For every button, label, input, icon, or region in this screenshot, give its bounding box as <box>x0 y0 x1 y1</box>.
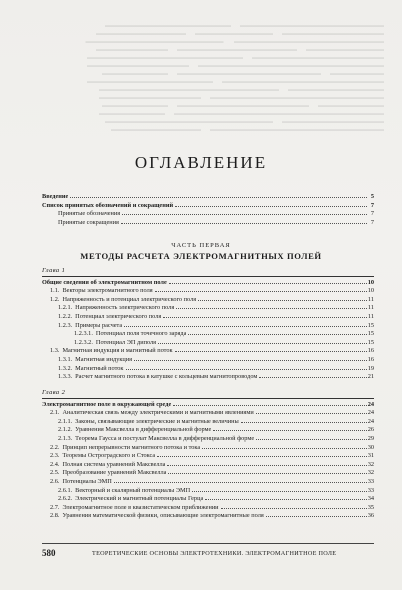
toc-entry-title: Введение <box>42 193 69 200</box>
dot-leader <box>175 351 367 352</box>
toc-entry-page: 15 <box>367 338 374 346</box>
toc-entry[interactable] <box>42 444 374 453</box>
dot-leader <box>221 508 367 509</box>
toc-entry-number: 2.1.3. <box>58 434 73 442</box>
toc-entry-page: 10 <box>367 278 374 286</box>
toc-entry-title: Уравнения Максвелла в дифференциальной форме <box>75 426 212 434</box>
toc-entry-title: Законы, связывающие электрические и магнитные величины <box>75 417 239 425</box>
dot-leader <box>175 206 367 207</box>
toc-entry-title: Потенциалы ЭМП <box>62 477 112 485</box>
page-number: 580 <box>42 548 56 558</box>
toc-entry-page: 26 <box>367 426 374 434</box>
toc-entry-title: Общие сведения об электромагнитном поле <box>42 278 167 286</box>
dot-leader <box>157 456 366 457</box>
toc-entry-title: Аналитическая связь между электрическими и магнитными явлениями <box>62 409 254 417</box>
toc-entry-number: 1.1. <box>50 287 60 295</box>
toc-entry-title: Принятые обозначения <box>58 210 121 218</box>
dot-leader <box>122 214 367 215</box>
toc-entry-title: Преобразование уравнений Максвелла <box>62 469 167 477</box>
toc-entry-page: 24 <box>367 400 374 408</box>
dot-leader <box>198 300 367 301</box>
toc-chapter-2 <box>42 389 374 521</box>
toc-entry[interactable] <box>42 202 374 211</box>
toc-entry-title: Потенциал ЭП диполя <box>95 338 157 346</box>
toc-entry-title: Напряженность электрического поля <box>75 304 175 312</box>
dot-leader <box>121 223 367 224</box>
toc-entry-page: 5 <box>370 193 374 200</box>
toc-entry-number: 1.3.2. <box>58 364 73 372</box>
toc-entry[interactable] <box>42 418 374 427</box>
toc-entry-number: 1.2.1. <box>58 304 73 312</box>
toc-entry-page: 30 <box>367 443 374 451</box>
toc-entry-page: 24 <box>367 417 374 425</box>
dot-leader <box>126 369 367 370</box>
toc-entry[interactable] <box>42 409 374 418</box>
dot-leader <box>168 473 366 474</box>
dot-leader <box>70 197 367 198</box>
toc-entry-page: 24 <box>367 409 374 417</box>
toc-entry[interactable] <box>42 279 374 288</box>
toc-entry-page: 35 <box>367 503 374 511</box>
chapter-label: Глава 1 <box>42 267 374 277</box>
dot-leader <box>134 360 367 361</box>
toc-entry-number: 1.3. <box>50 347 60 355</box>
toc-entry-title: Магнитная индукция <box>75 355 133 363</box>
toc-entry-page: 36 <box>367 512 374 520</box>
toc-entry[interactable] <box>42 426 374 435</box>
toc-entry[interactable] <box>42 219 374 228</box>
toc-entry[interactable] <box>42 452 374 461</box>
toc-entry[interactable] <box>42 435 374 444</box>
chapter-label: Глава 2 <box>42 389 374 399</box>
toc-entry-page: 16 <box>367 347 374 355</box>
toc-entry-page: 10 <box>367 287 374 295</box>
toc-entry-title: Принцип непрерывности магнитного потока и тока <box>62 443 201 451</box>
toc-entry-title: Потенциал электрического поля <box>75 312 162 320</box>
toc-entry-number: 2.6.2. <box>58 495 73 503</box>
dot-leader <box>114 482 367 483</box>
toc-entry-number: 2.1. <box>50 409 60 417</box>
toc-entry-title: Принятые сокращения <box>58 218 119 226</box>
toc-entry-page: 11 <box>367 312 374 320</box>
toc-entry-number: 2.8. <box>50 512 60 520</box>
dot-leader <box>188 334 366 335</box>
toc-entry-title: Магнитный поток <box>75 364 124 372</box>
toc-entry-number: 2.1.2. <box>58 426 73 434</box>
toc-entry-page: 32 <box>367 469 374 477</box>
toc-entry-page: 21 <box>367 373 374 381</box>
toc-entry-page: 7 <box>370 201 374 209</box>
toc-entry[interactable] <box>42 356 374 365</box>
toc-entry-title: Теоремы Остроградского и Стокса <box>62 452 156 460</box>
toc-entry-number: 1.2.3. <box>58 321 73 329</box>
toc-entry[interactable] <box>42 504 374 513</box>
toc-entry-page: 16 <box>367 355 374 363</box>
toc-entry-number: 1.3.1. <box>58 355 73 363</box>
dot-leader <box>259 377 366 378</box>
toc-entry-number: 1.3.3. <box>58 373 73 381</box>
toc-entry[interactable] <box>42 461 374 470</box>
toc-entry[interactable] <box>42 487 374 496</box>
toc-entry-number: 2.6. <box>50 477 60 485</box>
toc-entry[interactable] <box>42 287 374 296</box>
toc-entry-title: Векторный и скалярный потенциалы ЭМП <box>75 486 191 494</box>
toc-entry[interactable] <box>42 373 374 382</box>
running-title: ТЕОРЕТИЧЕСКИЕ ОСНОВЫ ЭЛЕКТРОТЕХНИКИ. ЭЛЕКТРОМАГНИТНОЕ ПОЛЕ <box>92 550 337 557</box>
toc-entry-title: Магнитная индукция и магнитный поток <box>62 347 173 355</box>
part-label: ЧАСТЬ ПЕРВАЯ <box>171 242 231 249</box>
toc-entry[interactable] <box>42 495 374 504</box>
toc-entry-number: 1.2.3.1. <box>74 330 93 338</box>
toc-entry[interactable] <box>42 322 374 331</box>
toc-entry-page: 31 <box>367 452 374 460</box>
dot-leader <box>167 465 366 466</box>
toc-entry-title: Электромагнитное поле в квазистатическом приближении <box>62 503 219 511</box>
toc-entry-number: 2.4. <box>50 460 60 468</box>
toc-entry-title: Напряженность и потенциал электрического поля <box>62 295 197 303</box>
toc-entry-number: 1.2.3.2. <box>74 338 93 346</box>
dot-leader <box>256 413 367 414</box>
toc-entry-page: 11 <box>367 304 374 312</box>
toc-entry-title: Теорема Гаусса и постулат Максвелла в дифференциальной форме <box>75 434 255 442</box>
toc-entry-title: Полная система уравнений Максвелла <box>62 460 166 468</box>
toc-entry-title: Список принятых обозначений и сокращений <box>42 201 174 209</box>
toc-entry-number: 2.1.1. <box>58 417 73 425</box>
toc-entry-title: Электромагнитное поле в окружающей среде <box>42 400 172 408</box>
toc-entry-page: 7 <box>370 210 374 218</box>
toc-chapter-1 <box>42 267 374 382</box>
toc-entry-page: 33 <box>367 477 374 485</box>
toc-entry[interactable] <box>42 330 374 339</box>
toc-entry-number: 2.2. <box>50 443 60 451</box>
dot-leader <box>256 439 367 440</box>
toc-entry[interactable] <box>42 339 374 348</box>
toc-entry-page: 34 <box>367 495 374 503</box>
toc-entry-title: Расчет магнитного потока в катушке с кольцевым магнитопроводом <box>75 373 258 381</box>
toc-entry-number: 2.3. <box>50 452 60 460</box>
toc-entry-page: 33 <box>367 486 374 494</box>
dot-leader <box>176 308 367 309</box>
toc-entry[interactable] <box>42 401 374 410</box>
toc-entry[interactable] <box>42 469 374 478</box>
bleed-through-texture: ▬▬▬▬▬▬▬▬▬▬▬▬▬▬▬▬▬▬▬▬▬▬▬▬ ▬▬▬▬▬▬▬▬▬▬▬▬▬▬▬▬▬▬▬▬▬ ▬▬▬▬▬▬▬▬▬▬▬▬▬▬▬▬▬ ▬▬▬▬▬▬▬▬▬▬▬▬▬ ▬▬▬▬▬▬▬▬▬▬▬▬▬▬▬ ▬▬▬▬▬▬▬▬▬▬▬▬▬▬▬▬▬▬▬▬▬▬▬▬▬ ▬▬▬▬▬▬▬▬▬▬▬▬▬▬▬▬▬▬▬▬▬▬▬ ▬▬▬▬▬▬▬▬▬▬▬▬▬ ▬▬▬▬▬▬▬▬▬▬▬▬▬▬▬▬▬▬▬▬ ▬▬▬▬▬▬▬▬▬▬▬▬ ▬▬▬▬▬▬▬▬▬▬▬▬▬▬▬▬▬▬▬▬▬▬ ▬▬▬▬▬▬▬▬▬▬▬▬▬▬▬▬▬▬▬▬▬▬▬▬▬▬ ▬▬▬▬▬▬▬▬▬▬▬▬▬▬▬▬▬▬▬▬▬▬▬▬▬▬▬▬▬▬▬ ▬▬▬▬▬▬▬▬▬▬▬▬▬▬▬▬▬ ▬▬▬▬▬▬▬▬▬ ▬▬▬▬▬▬▬▬▬▬▬▬▬▬▬▬▬▬▬▬▬▬▬▬ ▬▬▬▬▬▬▬▬▬▬▬ ▬▬▬▬▬▬▬▬▬▬▬▬▬▬▬▬▬▬▬▬▬▬▬▬▬▬▬ ▬▬▬▬▬▬▬▬▬▬▬▬▬▬▬▬▬▬▬▬▬ ▬▬▬▬▬▬▬▬▬▬▬▬▬▬▬▬ ▬▬▬▬▬▬▬▬▬▬▬▬▬▬▬▬▬▬▬▬▬▬▬▬▬▬▬▬▬▬ ▬▬▬▬▬▬▬▬▬▬▬▬▬▬▬▬▬▬▬▬▬▬▬▬▬▬▬▬▬ ▬▬▬▬▬▬▬▬▬▬▬▬▬▬▬▬▬ ▬▬▬▬▬▬▬▬▬▬▬ ▬▬▬▬▬▬▬▬▬▬▬▬▬▬▬▬▬▬▬▬▬▬ ▬▬▬▬▬▬▬▬▬▬▬ ▬▬▬▬▬▬▬▬▬▬▬▬▬▬▬▬▬▬▬▬▬▬▬▬▬▬▬▬▬▬▬▬▬▬▬ ▬▬▬▬▬▬▬▬▬▬▬ ▬▬▬▬▬▬▬▬▬▬▬▬▬▬▬▬▬ ▬▬▬▬▬▬▬▬▬▬▬▬▬▬▬▬▬▬▬▬▬▬▬▬▬▬▬▬ ▬▬▬▬▬▬▬▬▬▬▬▬▬▬▬▬▬▬▬▬▬▬▬▬▬▬▬▬▬ ▬▬▬▬▬▬▬▬▬▬▬▬▬▬▬ <box>85 23 384 133</box>
dot-leader <box>241 422 367 423</box>
dot-leader <box>173 405 366 406</box>
toc-entry-number: 1.2. <box>50 295 60 303</box>
dot-leader <box>169 283 367 284</box>
toc-entry[interactable] <box>42 296 374 305</box>
toc-entry-number: 2.5. <box>50 469 60 477</box>
footer-rule <box>42 543 374 544</box>
dot-leader <box>158 343 367 344</box>
dot-leader <box>202 448 367 449</box>
toc-entry-title: Векторы электромагнитного поля <box>62 287 153 295</box>
toc-entry-page: 29 <box>367 434 374 442</box>
toc-title: ОГЛАВЛЕНИЕ <box>134 153 268 172</box>
toc-front-matter <box>42 193 374 227</box>
dot-leader <box>155 291 367 292</box>
toc-entry-title: Уравнения математической физики, описывающие электромагнитные поля <box>62 512 264 520</box>
toc-entry-page: 7 <box>370 218 374 226</box>
toc-entry-number: 2.6.1. <box>58 486 73 494</box>
toc-entry[interactable] <box>42 193 374 202</box>
toc-entry[interactable] <box>42 365 374 374</box>
dot-leader <box>205 499 366 500</box>
toc-entry-title: Электрический и магнитный потенциалы Герца <box>75 495 204 503</box>
dot-leader <box>213 430 366 431</box>
toc-entry-page: 15 <box>367 330 374 338</box>
toc-entry-number: 2.7. <box>50 503 60 511</box>
toc-entry[interactable] <box>42 304 374 313</box>
dot-leader <box>124 326 367 327</box>
toc-entry[interactable] <box>42 347 374 356</box>
dot-leader <box>266 516 367 517</box>
toc-entry-page: 32 <box>367 460 374 468</box>
toc-entry[interactable] <box>42 210 374 219</box>
toc-entry-number: 1.2.2. <box>58 312 73 320</box>
toc-entry-page: 19 <box>367 364 374 372</box>
toc-entry-title: Потенциал поля точечного заряда <box>95 330 187 338</box>
dot-leader <box>163 317 367 318</box>
toc-entry[interactable] <box>42 512 374 521</box>
part-title: МЕТОДЫ РАСЧЕТА ЭЛЕКТРОМАГНИТНЫХ ПОЛЕЙ <box>80 251 322 261</box>
dot-leader <box>192 491 367 492</box>
toc-entry-page: 11 <box>367 295 374 303</box>
toc-entry[interactable] <box>42 478 374 487</box>
toc-entry-title: Примеры расчета <box>75 321 123 329</box>
toc-entry[interactable] <box>42 313 374 322</box>
toc-entry-page: 15 <box>367 321 374 329</box>
